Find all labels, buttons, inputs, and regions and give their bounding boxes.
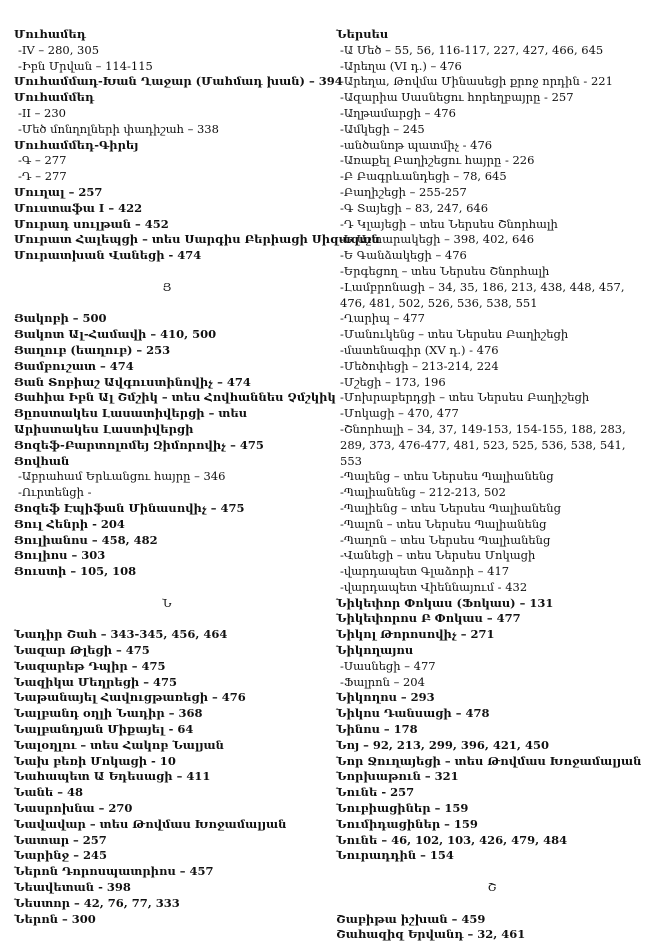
index-entry: Յուլ Հենրի - 204 xyxy=(14,516,125,531)
index-subentry: -մատենագիր (XV դ.) - 476 xyxy=(340,342,499,357)
index-subentry: -Ուրտենցի - xyxy=(18,485,92,500)
index-entry: Նեավետան - 398 xyxy=(14,880,131,895)
index-entry: Մուղալ – 257 xyxy=(14,184,103,199)
spacer xyxy=(336,896,648,912)
index-entry: Նիկեփոր Փոկաս (Ֆոկաս) – 131 xyxy=(336,595,554,610)
index-entry: Նատար – 257 xyxy=(14,832,107,847)
index-entry: Նանե – 48 xyxy=(14,785,84,800)
index-subentry: -Բ Բագրևանդեցի – 78, 645 xyxy=(340,169,507,184)
index-entry: Մուրադ սուլթան – 452 xyxy=(14,216,169,231)
index-entry: Նալօղլու – տես Հակոբ Նալյան xyxy=(14,737,224,752)
index-entry: Յահիա Իբն Ալ Շմշիկ – տես Հովհաննես Չմշկիկ xyxy=(14,390,336,405)
index-subentry: -Ամկեցի – 245 xyxy=(340,121,425,136)
index-subentry: -Ֆալրոն – 204 xyxy=(340,674,425,689)
index-entry: Նալբանդ օղլի Նադիր – 368 xyxy=(14,706,203,721)
index-subentry: -Լամբրոնացի – 34, 35, 186, 213, 438, 448, 457, 476, 481, 502, 526, 536, 538, 551 xyxy=(340,279,625,310)
index-subentry: -Աղթամարցի – 476 xyxy=(340,105,456,120)
index-entry: Նուրադդին – 154 xyxy=(336,848,454,863)
index-entry: Նախ բեռի Մոկացի - 10 xyxy=(14,753,176,768)
index-entry: Մուհամմադ-Խան Ղաջար (Մահմադ խան) – 394 xyxy=(14,74,343,89)
index-entry: Նորխաթուն – 321 xyxy=(336,769,459,784)
index-entry: Յան Տոբիաշ Ավգուստինովիչ – 474 xyxy=(14,374,251,389)
index-subentry: -Ա Մեծ – 55, 56, 116-117, 227, 427, 466, 645 xyxy=(340,42,604,57)
index-entry: Նումիդացիներ – 159 xyxy=(336,816,478,831)
index-subentry: -Գ – 277 xyxy=(18,153,67,168)
index-entry: Յոզեֆ-Բարտոլոմեյ Զիմորովիչ – 475 xyxy=(14,437,264,452)
index-subentry: -Արեղա (VI դ.) – 476 xyxy=(340,58,462,73)
index-subentry: -Արեղա, Թովմա Մինասեցի քրոջ որդին - 221 xyxy=(340,74,613,89)
index-subentry: -անծանոթ պատմիչ - 476 xyxy=(340,137,493,152)
index-entry: Նիկոլ Թորոսովիչ – 271 xyxy=(336,627,495,642)
index-entry: Յուլիոս – 303 xyxy=(14,548,106,563)
index-subentry: -Դ – 277 xyxy=(18,169,67,184)
index-subentry: -Պալիանենց – 212-213, 502 xyxy=(340,485,506,500)
index-subentry: -Երգեցող – տես Ներսես Շնորհալի xyxy=(340,263,550,278)
spacer xyxy=(14,580,320,596)
index-entry: Յովհան xyxy=(14,453,70,468)
index-entry: Մուստաֆա I – 422 xyxy=(14,200,143,215)
index-subentry: -Մշեցի – 173, 196 xyxy=(340,374,446,389)
index-subentry: -Վանեցի – տես Ներսես Մոկացի xyxy=(340,548,536,563)
index-block-sh xyxy=(336,912,648,944)
index-subentry: -IV – 280, 305 xyxy=(18,42,100,57)
index-subentry: -Պալոն – տես Ներսես Պալիանենց xyxy=(340,516,547,531)
index-block-n xyxy=(14,627,320,927)
index-entry: Նոյ – 92, 213, 299, 396, 421, 450 xyxy=(336,737,549,752)
index-entry: Նունե - 257 xyxy=(336,785,415,800)
index-subentry: -Ղարիպ – 477 xyxy=(340,311,425,326)
index-entry: Ներոն Դորոսպատրիոս – 457 xyxy=(14,864,214,879)
index-subentry: -Առաքել Բաղիշեցու հայրը - 226 xyxy=(340,153,535,168)
spacer xyxy=(14,296,320,312)
index-entry: Նազար Թլեցի – 475 xyxy=(14,643,150,658)
index-entry: Նազարեթ Դպիր – 475 xyxy=(14,658,166,673)
index-entry: Նարինջ – 245 xyxy=(14,848,107,863)
index-entry: Ներոն – 300 xyxy=(14,911,96,926)
index-entry: Ներսես xyxy=(336,27,389,41)
index-subentry: -Պալենց – տես Ներսես Պալիանենց xyxy=(340,469,554,484)
index-subentry: -Սասնեցի – 477 xyxy=(340,658,436,673)
index-entry: Յաղուբ (եաղուբ) – 253 xyxy=(14,342,171,357)
index-entry: Նեստոր – 42, 76, 77, 333 xyxy=(14,895,180,910)
index-entry: Նավավար – տես Թովմաս Խոջամալյան xyxy=(14,816,287,831)
index-subentry: -Ե Աշտարակեցի – 398, 402, 646 xyxy=(340,232,535,247)
index-entry: Յակոբի – 500 xyxy=(14,311,107,326)
index-subentry: -վարդապետ Գլաձորի – 417 xyxy=(340,564,510,579)
index-entry: Նասրոխնա – 270 xyxy=(14,801,133,816)
index-subentry: -Աբրահամ Երևանցու հայրը – 346 xyxy=(18,469,226,484)
index-entry: Մուհամեդ xyxy=(14,27,86,41)
right-index-column xyxy=(336,27,648,943)
index-subentry: -Մոկացի – 470, 477 xyxy=(340,406,459,421)
index-entry: Յըոստակես Լասատիվերցի – տես Արիստակես Լաստիվերցի xyxy=(14,406,248,436)
index-entry: Նիկոս Դանսացի – 478 xyxy=(336,706,490,721)
index-subentry: -Մանուկենց – տես Ներսես Բաղիշեցի xyxy=(340,327,569,342)
index-subentry: -Մեծոփեցի – 213-214, 224 xyxy=(340,358,499,373)
index-entry: Յամբուշատ – 474 xyxy=(14,358,134,373)
index-entry: Յուստի – 105, 108 xyxy=(14,564,137,579)
index-entry: Յուլիանոս – 458, 482 xyxy=(14,532,158,547)
index-subentry: -Գ Տայեցի – 83, 247, 646 xyxy=(340,200,489,215)
index-entry: Նալբանդյան Միքայել - 64 xyxy=(14,722,194,737)
index-entry: Նիկեփորոս Բ Փոկաս – 477 xyxy=(336,611,521,626)
index-block-y xyxy=(14,311,336,580)
section-letter-y: Յ xyxy=(162,279,172,294)
index-entry: Նինոս – 178 xyxy=(336,722,418,737)
index-entry: Մուհամմեդ-Գիրեյ xyxy=(14,137,139,152)
index-entry: Նոր Ջուղայեցի – տես Թովմաս Խոջամալյան xyxy=(336,753,642,768)
section-letter-sh: Շ xyxy=(487,880,497,895)
index-entry: Յակոտ Ալ-Համավի – 410, 500 xyxy=(14,327,217,342)
index-subentry: -Դ Կլայեցի – տես Ներսես Շնորհալի xyxy=(340,216,558,231)
section-letter-n: Ն xyxy=(162,595,172,610)
index-subentry: -վարդապետ Վիեննայում - 432 xyxy=(340,579,528,594)
index-subentry: -Շնորհալի – 34, 37, 149-153, 154-155, 188, 283, 289, 373, 476-477, 481, 523, 525, 536, 538, 541, 553 xyxy=(340,421,626,468)
index-entry: Շաբիթա իշխան – 459 xyxy=(336,911,486,926)
index-entry: Մուհամմեդ xyxy=(14,90,95,105)
index-subentry: -Ե Գանձակեցի – 476 xyxy=(340,248,467,263)
index-entry: Նուբիացիներ – 159 xyxy=(336,801,469,816)
index-subentry: -Մոխրաբերդցի – տես Ներսես Բաղիշեցի xyxy=(340,390,590,405)
spacer xyxy=(336,864,648,880)
spacer xyxy=(14,611,320,627)
index-entry: Մուրատ Հալեպցի – տես Սարգիս Բերիացի Սիզազան xyxy=(14,232,380,247)
index-subentry: -Բաղիշեցի – 255-257 xyxy=(340,184,467,199)
index-subentry: -Ազարիա Սասնեցու հորեղբայրը - 257 xyxy=(340,90,574,105)
index-subentry: -Պաղոն – տես Ներսես Պալիանենց xyxy=(340,532,551,547)
index-entry: Նունե – 46, 102, 103, 426, 479, 484 xyxy=(336,832,568,847)
index-entry: Նազիկա Մեղրեցի – 475 xyxy=(14,674,177,689)
index-block-nerses xyxy=(336,27,648,864)
index-entry: Յոզեֆ Էպիֆան Մինասովիչ – 475 xyxy=(14,500,245,515)
index-entry: Նաթանայել Հավուցթառեցի – 476 xyxy=(14,690,246,705)
index-subentry: -Պալիենց – տես Ներսես Պալիանենց xyxy=(340,500,561,515)
index-entry: Նիկողայոս xyxy=(336,643,414,658)
index-entry: Շահազիզ Երվանդ – 32, 461 xyxy=(336,927,526,942)
index-subentry: -Մեծ մոնղոլների փադիշահ – 338 xyxy=(18,121,219,136)
index-entry: Նադիր Շահ – 343-345, 456, 464 xyxy=(14,627,228,642)
index-subentry: -II – 230 xyxy=(18,105,66,120)
index-subentry: -Իբն Մրվան – 114-115 xyxy=(18,58,153,73)
index-entry: Մուրատխան Վանեցի - 474 xyxy=(14,248,202,263)
index-entry: Նահապետ Ա Եդեսացի – 411 xyxy=(14,769,211,784)
index-entry: Նիկողոս – 293 xyxy=(336,690,435,705)
spacer xyxy=(14,264,320,280)
